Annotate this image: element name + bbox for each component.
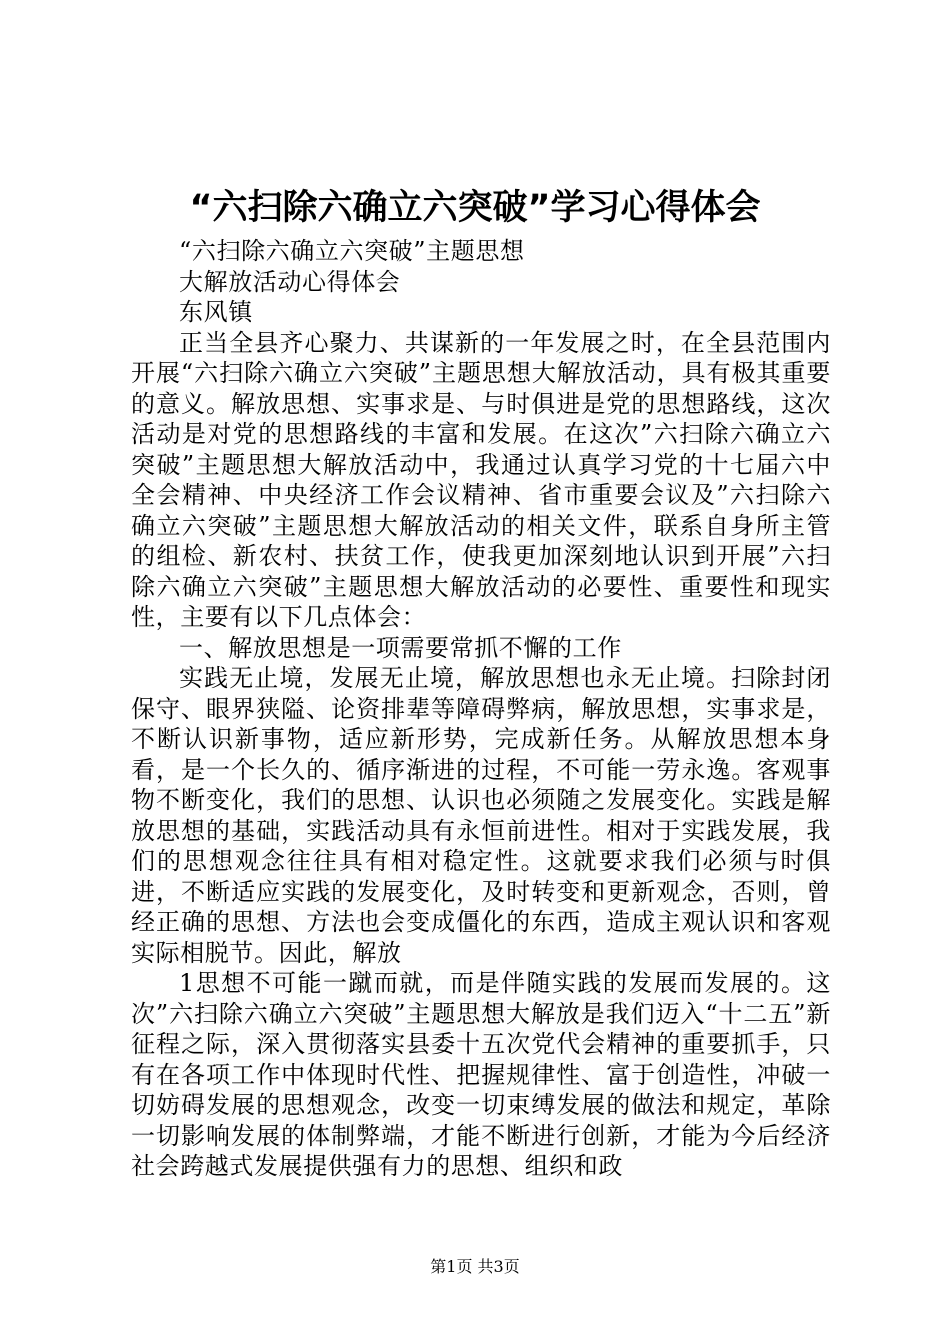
subtitle-line-1: “六扫除六确立六突破”主题思想 [179,237,525,265]
body-paragraph: 实践无止境，发展无止境，解放思想也永无止境。扫除封闭保守、眼界狭隘、论资排辈等障碍弊病，解放思想，实事求是，不断认识新事物，适应新形势，完成新任务。从解放思想本身看，是一个长久的、循序渐进的过程，不可能一劳永逸。客观事物不断变化，我们的思想、认识也必须随之发展变化。实践是解放思想的基础，实践活动具有永恒前进性。相对于实践发展，我们的思想观念往往具有相对稳定性。这就要求我们必须与时俱进，不断适应实践的发展变化，及时转变和更新观念，否则，曾经正确的思想、方法也会变成僵化的东西，造成主观认识和客观实际相脱节。因此，解放 [131,664,831,967]
body-paragraph: 1思想不可能一蹴而就，而是伴随实践的发展而发展的。这次”六扫除六确立六突破”主题思想大解放是我们迈入“十二五”新征程之际，深入贯彻落实县委十五次党代会精神的重要抓手，只有在各项工作中体现时代性、把握规律性、富于创造性，冲破一切妨碍发展的思想观念，改变一切束缚发展的做法和规定，革除一切影响发展的体制弊端，才能不断进行创新，才能为今后经济社会跨越式发展提供强有力的思想、组织和政 [131,969,831,1180]
author-unit: 东风镇 [179,298,253,326]
section-heading: 一、解放思想是一项需要常抓不懈的工作 [179,633,622,662]
document-body [131,236,831,1182]
body-paragraph: 正当全县齐心聚力、共谋新的一年发展之时，在全县范围内开展“六扫除六确立六突破”主题思想大解放活动，具有极其重要的意义。解放思想、实事求是、与时俱进是党的思想路线，这次活动是对党的思想路线的丰富和发展。在这次”六扫除六确立六突破”主题思想大解放活动中，我通过认真学习党的十七届六中全会精神、中央经济工作会议精神、省市重要会议及”六扫除六确立六突破”主题思想大解放活动的相关文件，联系自身所主管的组检、新农村、扶贫工作，使我更加深刻地认识到开展”六扫除六确立六突破”主题思想大解放活动的必要性、重要性和现实性，主要有以下几点体会： [131,328,831,631]
page-footer: 第1页 共3页 [430,1257,520,1276]
document-title: “六扫除六确立六突破”学习心得体会 [189,188,761,228]
subtitle-line-2: 大解放活动心得体会 [179,267,401,296]
